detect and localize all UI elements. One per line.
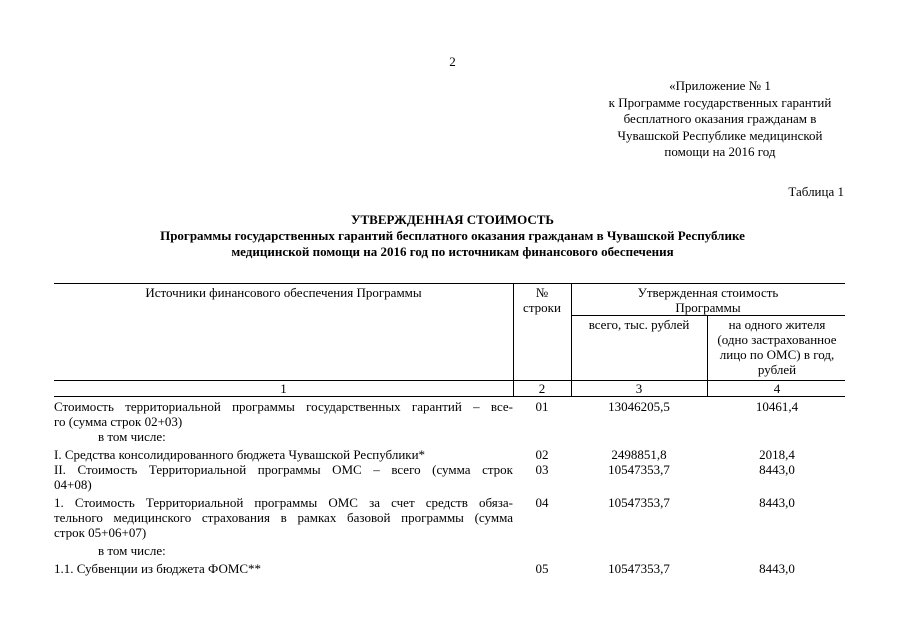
row-total: 10547353,7	[608, 561, 670, 576]
row-per-capita: 8443,0	[759, 495, 795, 510]
row-number: 04	[535, 495, 549, 510]
table-row-text: I. Средства консолидированного бюджета Чувашской Республики*	[54, 447, 426, 462]
number-row-rule	[54, 396, 845, 397]
row-total: 10547353,7	[608, 495, 670, 510]
appendix-line: «Приложение № 1	[669, 78, 771, 93]
header-row-number: № строки	[523, 285, 561, 315]
row-per-capita: 8443,0	[759, 462, 795, 477]
row-number: 03	[535, 462, 549, 477]
table-row-text: 1. Стоимость Территориальной программы ОМС за счет средств обяза- тельного медицинского страхования в рамках базовой программы (сумма строк 05+06+07)	[54, 495, 513, 540]
column-number: 1	[280, 381, 287, 396]
title-line: УТВЕРЖДЕННАЯ СТОИМОСТЬ	[350, 212, 555, 227]
appendix-line: помощи на 2016 год	[664, 144, 776, 159]
header-sources: Источники финансового обеспечения Программы	[145, 285, 422, 300]
table-row-text: 1.1. Субвенции из бюджета ФОМС**	[54, 561, 262, 576]
row-total: 2498851,8	[611, 447, 667, 462]
header-split-rule	[571, 315, 845, 316]
table-row-text: в том числе:	[98, 429, 166, 444]
appendix-line: к Программе государственных гарантий	[608, 94, 832, 110]
appendix-line: бесплатного оказания гражданам в	[623, 111, 817, 126]
table-top-rule	[54, 283, 845, 284]
column-number: 3	[635, 381, 643, 396]
table-row-text: Стоимость территориальной программы государственных гарантий – все- го (сумма строк 02+03)	[54, 399, 513, 429]
row-per-capita: 10461,4	[755, 399, 799, 414]
column-number: 4	[773, 381, 781, 396]
appendix-line: Чувашской Республике медицинской	[617, 127, 823, 143]
table-row-text: II. Стоимость Территориальной программы ОМС – всего (сумма строк 04+08)	[54, 462, 513, 492]
column-number: 2	[538, 381, 546, 396]
header-approved-cost: Утвержденная стоимость Программы	[637, 285, 779, 315]
page-number: 2	[449, 54, 456, 69]
table-row-text: в том числе:	[98, 543, 166, 558]
title-line: Программы государственных гарантий бесплатного оказания гражданам в Чувашской Республике	[160, 228, 745, 243]
title-line: медицинской помощи на 2016 год по источникам финансового обеспечения	[231, 244, 674, 259]
row-number: 05	[535, 561, 549, 576]
header-per-capita: на одного жителя (одно застрахованное лицо по ОМС) в год, рублей	[717, 317, 837, 377]
header-total: всего, тыс. рублей	[588, 317, 690, 332]
row-per-capita: 8443,0	[759, 561, 795, 576]
appendix-note	[594, 78, 846, 161]
row-per-capita: 2018,4	[759, 447, 795, 462]
row-total: 10547353,7	[608, 462, 670, 477]
row-number: 02	[535, 447, 549, 462]
document-title	[0, 212, 905, 260]
row-total: 13046205,5	[608, 399, 670, 414]
table-label: Таблица 1	[788, 184, 844, 199]
row-number: 01	[535, 399, 549, 414]
